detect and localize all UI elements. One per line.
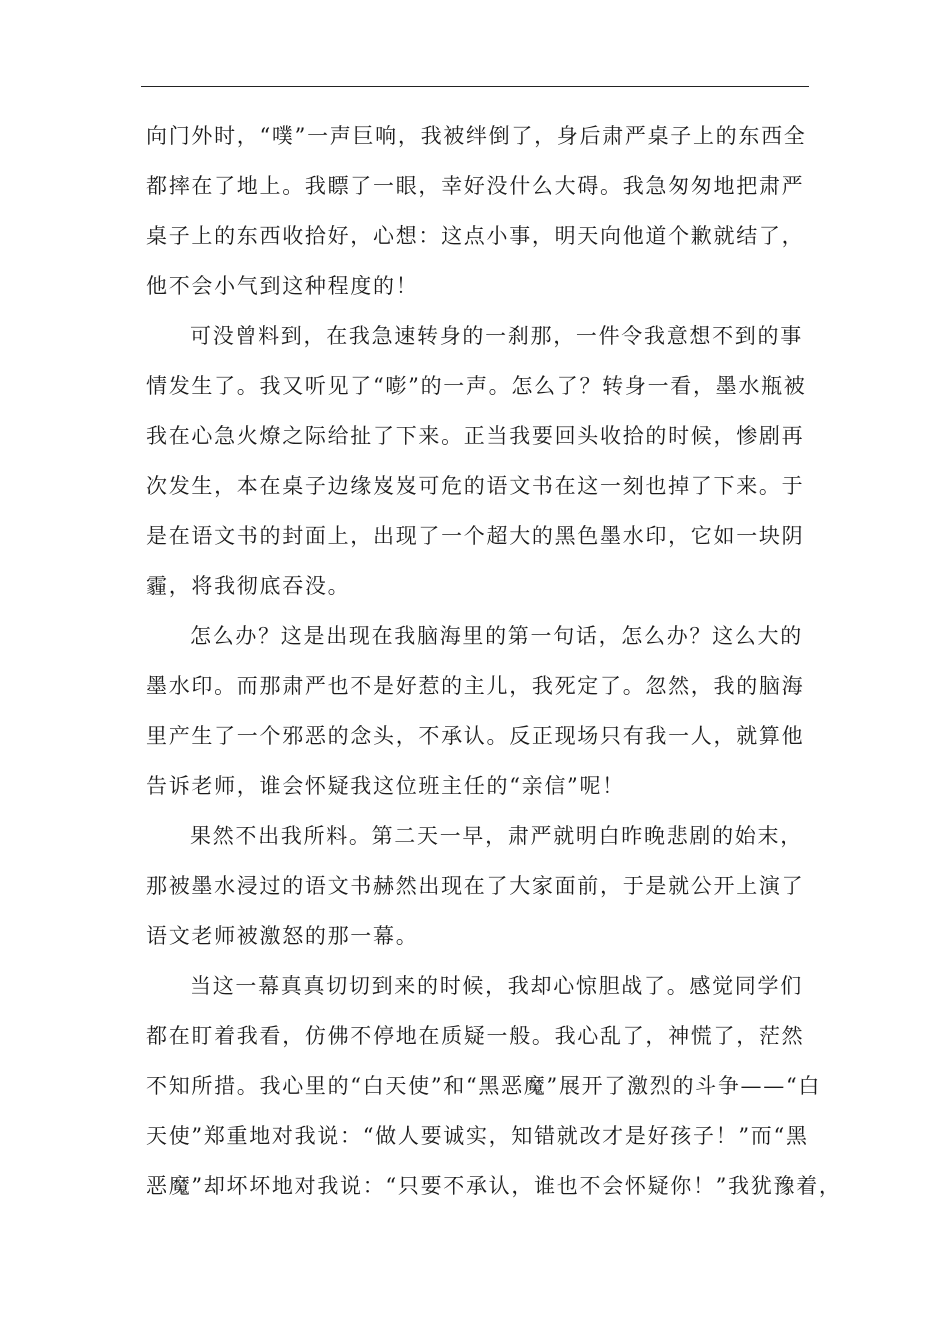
paragraph-start-line: 果然不出我所料。第二天一早，肃严就明白昨晚悲剧的始末， (190, 824, 803, 848)
text-line: 不知所措。我心里的“白天使”和“黑恶魔”展开了激烈的斗争——“白 (146, 1074, 822, 1098)
text-line: 都在盯着我看，仿佛不停地在质疑一般。我心乱了，神慌了，茫然 (146, 1024, 805, 1048)
text-line: 墨水印。而那肃严也不是好惹的主儿，我死定了。忽然，我的脑海 (146, 674, 805, 698)
text-line: 恶魔”却坏坏地对我说：“只要不承认，谁也不会怀疑你！”我犹豫着， (146, 1174, 842, 1198)
text-line: 那被墨水浸过的语文书赫然出现在了大家面前，于是就公开上演了 (146, 874, 805, 898)
text-line: 情发生了。我又听见了“嘭”的一声。怎么了？转身一看，墨水瓶被 (146, 374, 807, 398)
text-line: 天使”郑重地对我说：“做人要诚实，知错就改才是好孩子！”而“黑 (146, 1124, 809, 1148)
text-line: 向门外时，“噗”一声巨响，我被绊倒了，身后肃严桌子上的东西全 (146, 124, 807, 148)
text-line: 桌子上的东西收拾好，心想：这点小事，明天向他道个歉就结了， (146, 224, 805, 248)
paragraph-start-line: 可没曾料到，在我急速转身的一刹那，一件令我意想不到的事 (190, 324, 803, 348)
text-line: 是在语文书的封面上，出现了一个超大的黑色墨水印，它如一块阴 (146, 524, 805, 548)
text-line: 语文老师被激怒的那一幕。 (146, 924, 419, 948)
paragraph-start-line: 怎么办？这是出现在我脑海里的第一句话，怎么办？这么大的 (190, 624, 803, 648)
text-line: 我在心急火燎之际给扯了下来。正当我要回头收拾的时候，惨剧再 (146, 424, 805, 448)
document-body (146, 116, 842, 1216)
text-line: 次发生，本在桌子边缘岌岌可危的语文书在这一刻也掉了下来。于 (146, 474, 805, 498)
header-rule (141, 86, 809, 87)
text-line: 霾，将我彻底吞没。 (146, 574, 351, 598)
paragraph-start-line: 当这一幕真真切切到来的时候，我却心惊胆战了。感觉同学们 (190, 974, 803, 998)
text-line: 都摔在了地上。我瞟了一眼，幸好没什么大碍。我急匆匆地把肃严 (146, 174, 805, 198)
text-line: 告诉老师，谁会怀疑我这位班主任的“亲信”呢！ (146, 774, 625, 798)
text-line: 里产生了一个邪恶的念头，不承认。反正现场只有我一人，就算他 (146, 724, 805, 748)
text-line: 他不会小气到这种程度的！ (146, 274, 419, 298)
